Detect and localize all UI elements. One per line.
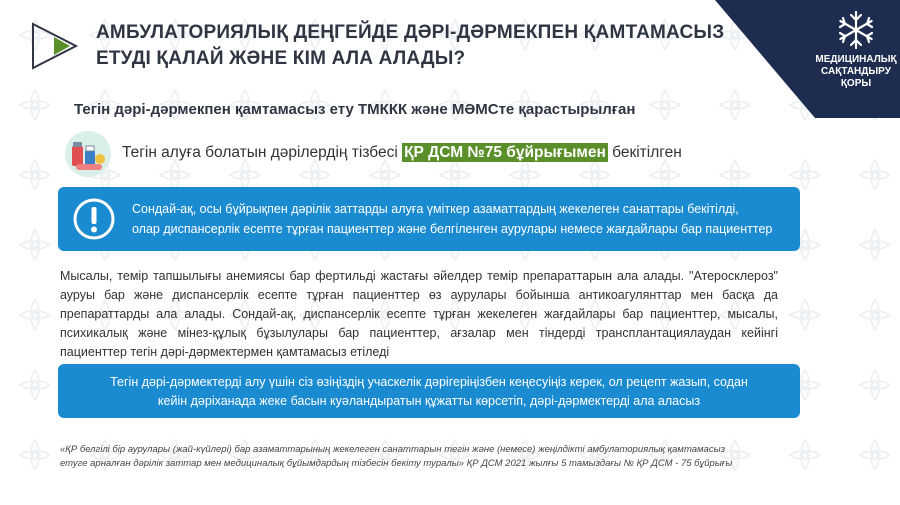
examples-paragraph: Мысалы, темір тапшылығы анемиясы бар фертильді жастағы әйелдер темір препараттарын ала алады. "Атеросклероз" ауруы бар және диспансерлік есепте тұрған пациенттер өз аурулары бойынша антикоагулянттар мен басқа да препараттарды ала алады. Сондай-ақ, диспансерлік есепте тұрған жекелеген жағдайлары бар пациенттер, мысалы, психикалық және мінез-құлық бұзылулары бар пациенттер, ағзалар мен тіндерді трансплантациялаудан кейінгі пациенттер тегін дәрі-дәрмектермен қамтамасыз етіледі	[60, 269, 778, 359]
logo-text-line2: САҚТАНДЫРУ	[821, 66, 891, 77]
info-text-line1: Тегін дәрі-дәрмектерді алу үшін сіз өзіңіздің учаскелік дәрігеріңізбен кеңесуіңіз керек, ол рецепт жазып, содан	[110, 375, 748, 389]
logo-text-line3: ҚОРЫ	[840, 78, 872, 89]
info-text	[78, 373, 780, 411]
footnote	[60, 443, 830, 471]
info-box	[58, 364, 800, 418]
notice-box	[58, 187, 800, 251]
notice-text-line2: олар диспансерлік есепте тұрған пациенттер және белгіленген аурулары немесе жағдайлары бар пациенттер	[132, 222, 773, 236]
drug-list-line	[122, 144, 682, 162]
notice-text-line1: Сондай-ақ, осы бұйрықпен дәрілік заттарды алуға үміткер азаматтардың жекелеген санаттары бекітілді,	[132, 202, 739, 216]
medicine-bottles-icon	[64, 130, 112, 178]
section-subtitle: Тегін дәрі-дәрмекпен қамтамасыз ету ТМККК және МӘМСте қарастырылған	[74, 101, 636, 118]
footnote-line1: «ҚР белгілі бір аурулары (жай-күйлері) бар азаматтарының жекелеген санаттарын тегін және (немесе) жеңілдікті амбулаториялық қамтамасыз	[60, 444, 725, 455]
drug-list-text-end: бекітілген	[607, 144, 682, 161]
notice-text	[132, 199, 792, 239]
logo-text-line1: МЕДИЦИНАЛЫҚ	[815, 54, 897, 65]
page-title-line1: АМБУЛАТОРИЯЛЫҚ ДЕҢГЕЙДЕ ДӘРІ-ДӘРМЕКПЕН ҚАМТАМАСЫЗ	[96, 22, 725, 43]
footnote-line2: етуге арналған дәрілік заттар мен медициналық бұйымдардың тізбесін бекіту туралы» ҚР ДСМ 2021 жылғы 5 тамыздағы № ҚР ДСМ - 75 бұйрығы	[60, 458, 733, 469]
order-number-highlight: ҚР ДСМ №75 бұйрығымен	[404, 144, 606, 161]
exclamation-circle-icon	[72, 197, 116, 241]
info-text-line2: кейін дәріханада жеке басын куәландыратын құжатты көрсетіп, дәрі-дәрмектерді ала аласыз	[157, 394, 701, 408]
play-triangle-icon	[30, 21, 80, 71]
page-title	[96, 20, 736, 72]
logo-text	[802, 54, 900, 90]
drug-list-text: Тегін алуға болатын дәрілердің тізбесі	[122, 144, 403, 161]
snowflake-logo-icon	[834, 8, 878, 52]
page-title-line2: ЕТУДІ ҚАЛАЙ ЖӘНЕ КІМ АЛА АЛАДЫ?	[96, 48, 466, 69]
